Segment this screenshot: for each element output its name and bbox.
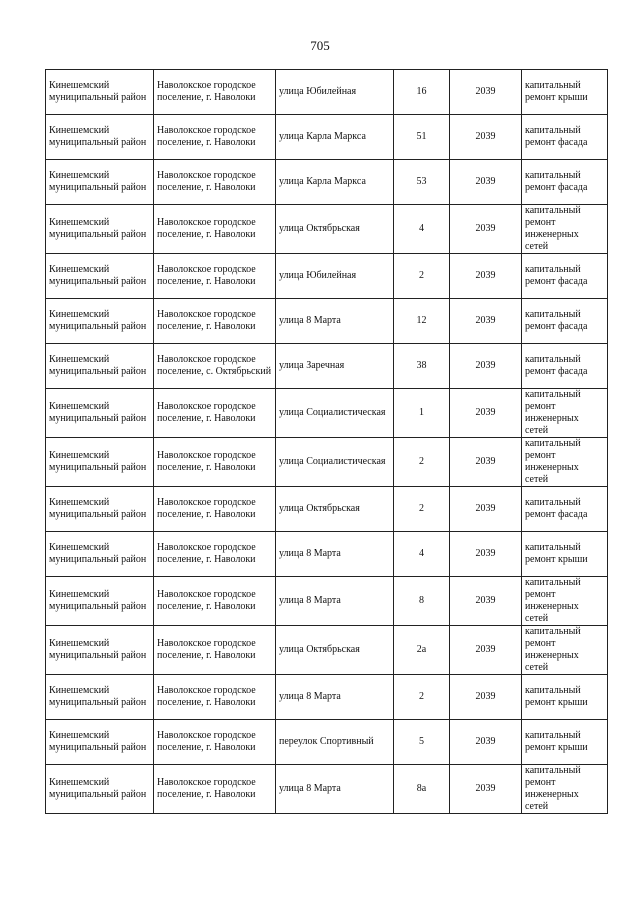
work-type-cell: капитальный ремонт крыши <box>522 532 608 577</box>
year-cell: 2039 <box>450 532 522 577</box>
district-cell: Кинешемский муниципальный район <box>46 577 154 626</box>
house-number-cell: 8 <box>394 577 450 626</box>
work-type-cell: капитальный ремонт крыши <box>522 720 608 765</box>
table-row <box>46 487 608 532</box>
house-number-cell: 2а <box>394 626 450 675</box>
work-type-cell: капитальный ремонт инженерных сетей <box>522 765 608 814</box>
house-number-cell: 5 <box>394 720 450 765</box>
year-cell: 2039 <box>450 115 522 160</box>
work-type-cell: капитальный ремонт инженерных сетей <box>522 577 608 626</box>
table-row <box>46 577 608 626</box>
district-cell: Кинешемский муниципальный район <box>46 160 154 205</box>
street-cell: улица Социалистическая <box>276 438 394 487</box>
street-cell: улица Карла Маркса <box>276 115 394 160</box>
settlement-cell: Наволокское городское поселение, г. Наволоки <box>154 675 276 720</box>
street-cell: улица 8 Марта <box>276 675 394 720</box>
year-cell: 2039 <box>450 205 522 254</box>
district-cell: Кинешемский муниципальный район <box>46 389 154 438</box>
table-row <box>46 115 608 160</box>
work-type-cell: капитальный ремонт инженерных сетей <box>522 205 608 254</box>
table-body <box>46 70 608 814</box>
settlement-cell: Наволокское городское поселение, г. Наволоки <box>154 532 276 577</box>
settlement-cell: Наволокское городское поселение, г. Наволоки <box>154 254 276 299</box>
settlement-cell: Наволокское городское поселение, г. Наволоки <box>154 299 276 344</box>
house-number-cell: 4 <box>394 205 450 254</box>
house-number-cell: 2 <box>394 675 450 720</box>
settlement-cell: Наволокское городское поселение, г. Наволоки <box>154 389 276 438</box>
street-cell: улица 8 Марта <box>276 299 394 344</box>
work-type-cell: капитальный ремонт инженерных сетей <box>522 626 608 675</box>
table-row <box>46 765 608 814</box>
table-row <box>46 299 608 344</box>
settlement-cell: Наволокское городское поселение, г. Наволоки <box>154 577 276 626</box>
house-number-cell: 2 <box>394 487 450 532</box>
settlement-cell: Наволокское городское поселение, г. Наволоки <box>154 205 276 254</box>
street-cell: улица Юбилейная <box>276 70 394 115</box>
district-cell: Кинешемский муниципальный район <box>46 626 154 675</box>
year-cell: 2039 <box>450 626 522 675</box>
year-cell: 2039 <box>450 675 522 720</box>
settlement-cell: Наволокское городское поселение, с. Октябрьский <box>154 344 276 389</box>
work-type-cell: капитальный ремонт фасада <box>522 299 608 344</box>
year-cell: 2039 <box>450 160 522 205</box>
page-number: 705 <box>310 38 330 53</box>
house-number-cell: 12 <box>394 299 450 344</box>
street-cell: улица 8 Марта <box>276 765 394 814</box>
district-cell: Кинешемский муниципальный район <box>46 115 154 160</box>
district-cell: Кинешемский муниципальный район <box>46 675 154 720</box>
work-type-cell: капитальный ремонт фасада <box>522 487 608 532</box>
district-cell: Кинешемский муниципальный район <box>46 438 154 487</box>
table-row <box>46 205 608 254</box>
work-type-cell: капитальный ремонт фасада <box>522 115 608 160</box>
street-cell: улица 8 Марта <box>276 532 394 577</box>
street-cell: улица Юбилейная <box>276 254 394 299</box>
work-type-cell: капитальный ремонт фасада <box>522 344 608 389</box>
settlement-cell: Наволокское городское поселение, г. Наволоки <box>154 160 276 205</box>
table-row <box>46 389 608 438</box>
settlement-cell: Наволокское городское поселение, г. Наволоки <box>154 70 276 115</box>
table-row <box>46 70 608 115</box>
work-type-cell: капитальный ремонт фасада <box>522 254 608 299</box>
settlement-cell: Наволокское городское поселение, г. Наволоки <box>154 438 276 487</box>
table-row <box>46 675 608 720</box>
year-cell: 2039 <box>450 720 522 765</box>
district-cell: Кинешемский муниципальный район <box>46 205 154 254</box>
district-cell: Кинешемский муниципальный район <box>46 720 154 765</box>
table-row <box>46 626 608 675</box>
house-number-cell: 2 <box>394 438 450 487</box>
table-row <box>46 344 608 389</box>
street-cell: улица Октябрьская <box>276 626 394 675</box>
settlement-cell: Наволокское городское поселение, г. Наволоки <box>154 720 276 765</box>
work-type-cell: капитальный ремонт фасада <box>522 160 608 205</box>
house-number-cell: 51 <box>394 115 450 160</box>
table-row <box>46 532 608 577</box>
year-cell: 2039 <box>450 577 522 626</box>
settlement-cell: Наволокское городское поселение, г. Наволоки <box>154 765 276 814</box>
district-cell: Кинешемский муниципальный район <box>46 765 154 814</box>
table-row <box>46 438 608 487</box>
year-cell: 2039 <box>450 344 522 389</box>
year-cell: 2039 <box>450 299 522 344</box>
house-number-cell: 4 <box>394 532 450 577</box>
district-cell: Кинешемский муниципальный район <box>46 532 154 577</box>
district-cell: Кинешемский муниципальный район <box>46 344 154 389</box>
district-cell: Кинешемский муниципальный район <box>46 254 154 299</box>
street-cell: улица Социалистическая <box>276 389 394 438</box>
house-number-cell: 38 <box>394 344 450 389</box>
work-type-cell: капитальный ремонт крыши <box>522 675 608 720</box>
house-number-cell: 53 <box>394 160 450 205</box>
street-cell: улица Октябрьская <box>276 205 394 254</box>
district-cell: Кинешемский муниципальный район <box>46 487 154 532</box>
settlement-cell: Наволокское городское поселение, г. Наволоки <box>154 487 276 532</box>
house-number-cell: 16 <box>394 70 450 115</box>
settlement-cell: Наволокское городское поселение, г. Наволоки <box>154 115 276 160</box>
work-type-cell: капитальный ремонт инженерных сетей <box>522 389 608 438</box>
street-cell: улица Заречная <box>276 344 394 389</box>
table-row <box>46 160 608 205</box>
street-cell: переулок Спортивный <box>276 720 394 765</box>
street-cell: улица Карла Маркса <box>276 160 394 205</box>
table-row <box>46 720 608 765</box>
repair-schedule-table <box>45 69 608 814</box>
table-row <box>46 254 608 299</box>
house-number-cell: 8а <box>394 765 450 814</box>
house-number-cell: 1 <box>394 389 450 438</box>
work-type-cell: капитальный ремонт инженерных сетей <box>522 438 608 487</box>
district-cell: Кинешемский муниципальный район <box>46 299 154 344</box>
street-cell: улица Октябрьская <box>276 487 394 532</box>
settlement-cell: Наволокское городское поселение, г. Наволоки <box>154 626 276 675</box>
house-number-cell: 2 <box>394 254 450 299</box>
year-cell: 2039 <box>450 254 522 299</box>
district-cell: Кинешемский муниципальный район <box>46 70 154 115</box>
year-cell: 2039 <box>450 765 522 814</box>
street-cell: улица 8 Марта <box>276 577 394 626</box>
year-cell: 2039 <box>450 438 522 487</box>
year-cell: 2039 <box>450 70 522 115</box>
work-type-cell: капитальный ремонт крыши <box>522 70 608 115</box>
year-cell: 2039 <box>450 389 522 438</box>
year-cell: 2039 <box>450 487 522 532</box>
